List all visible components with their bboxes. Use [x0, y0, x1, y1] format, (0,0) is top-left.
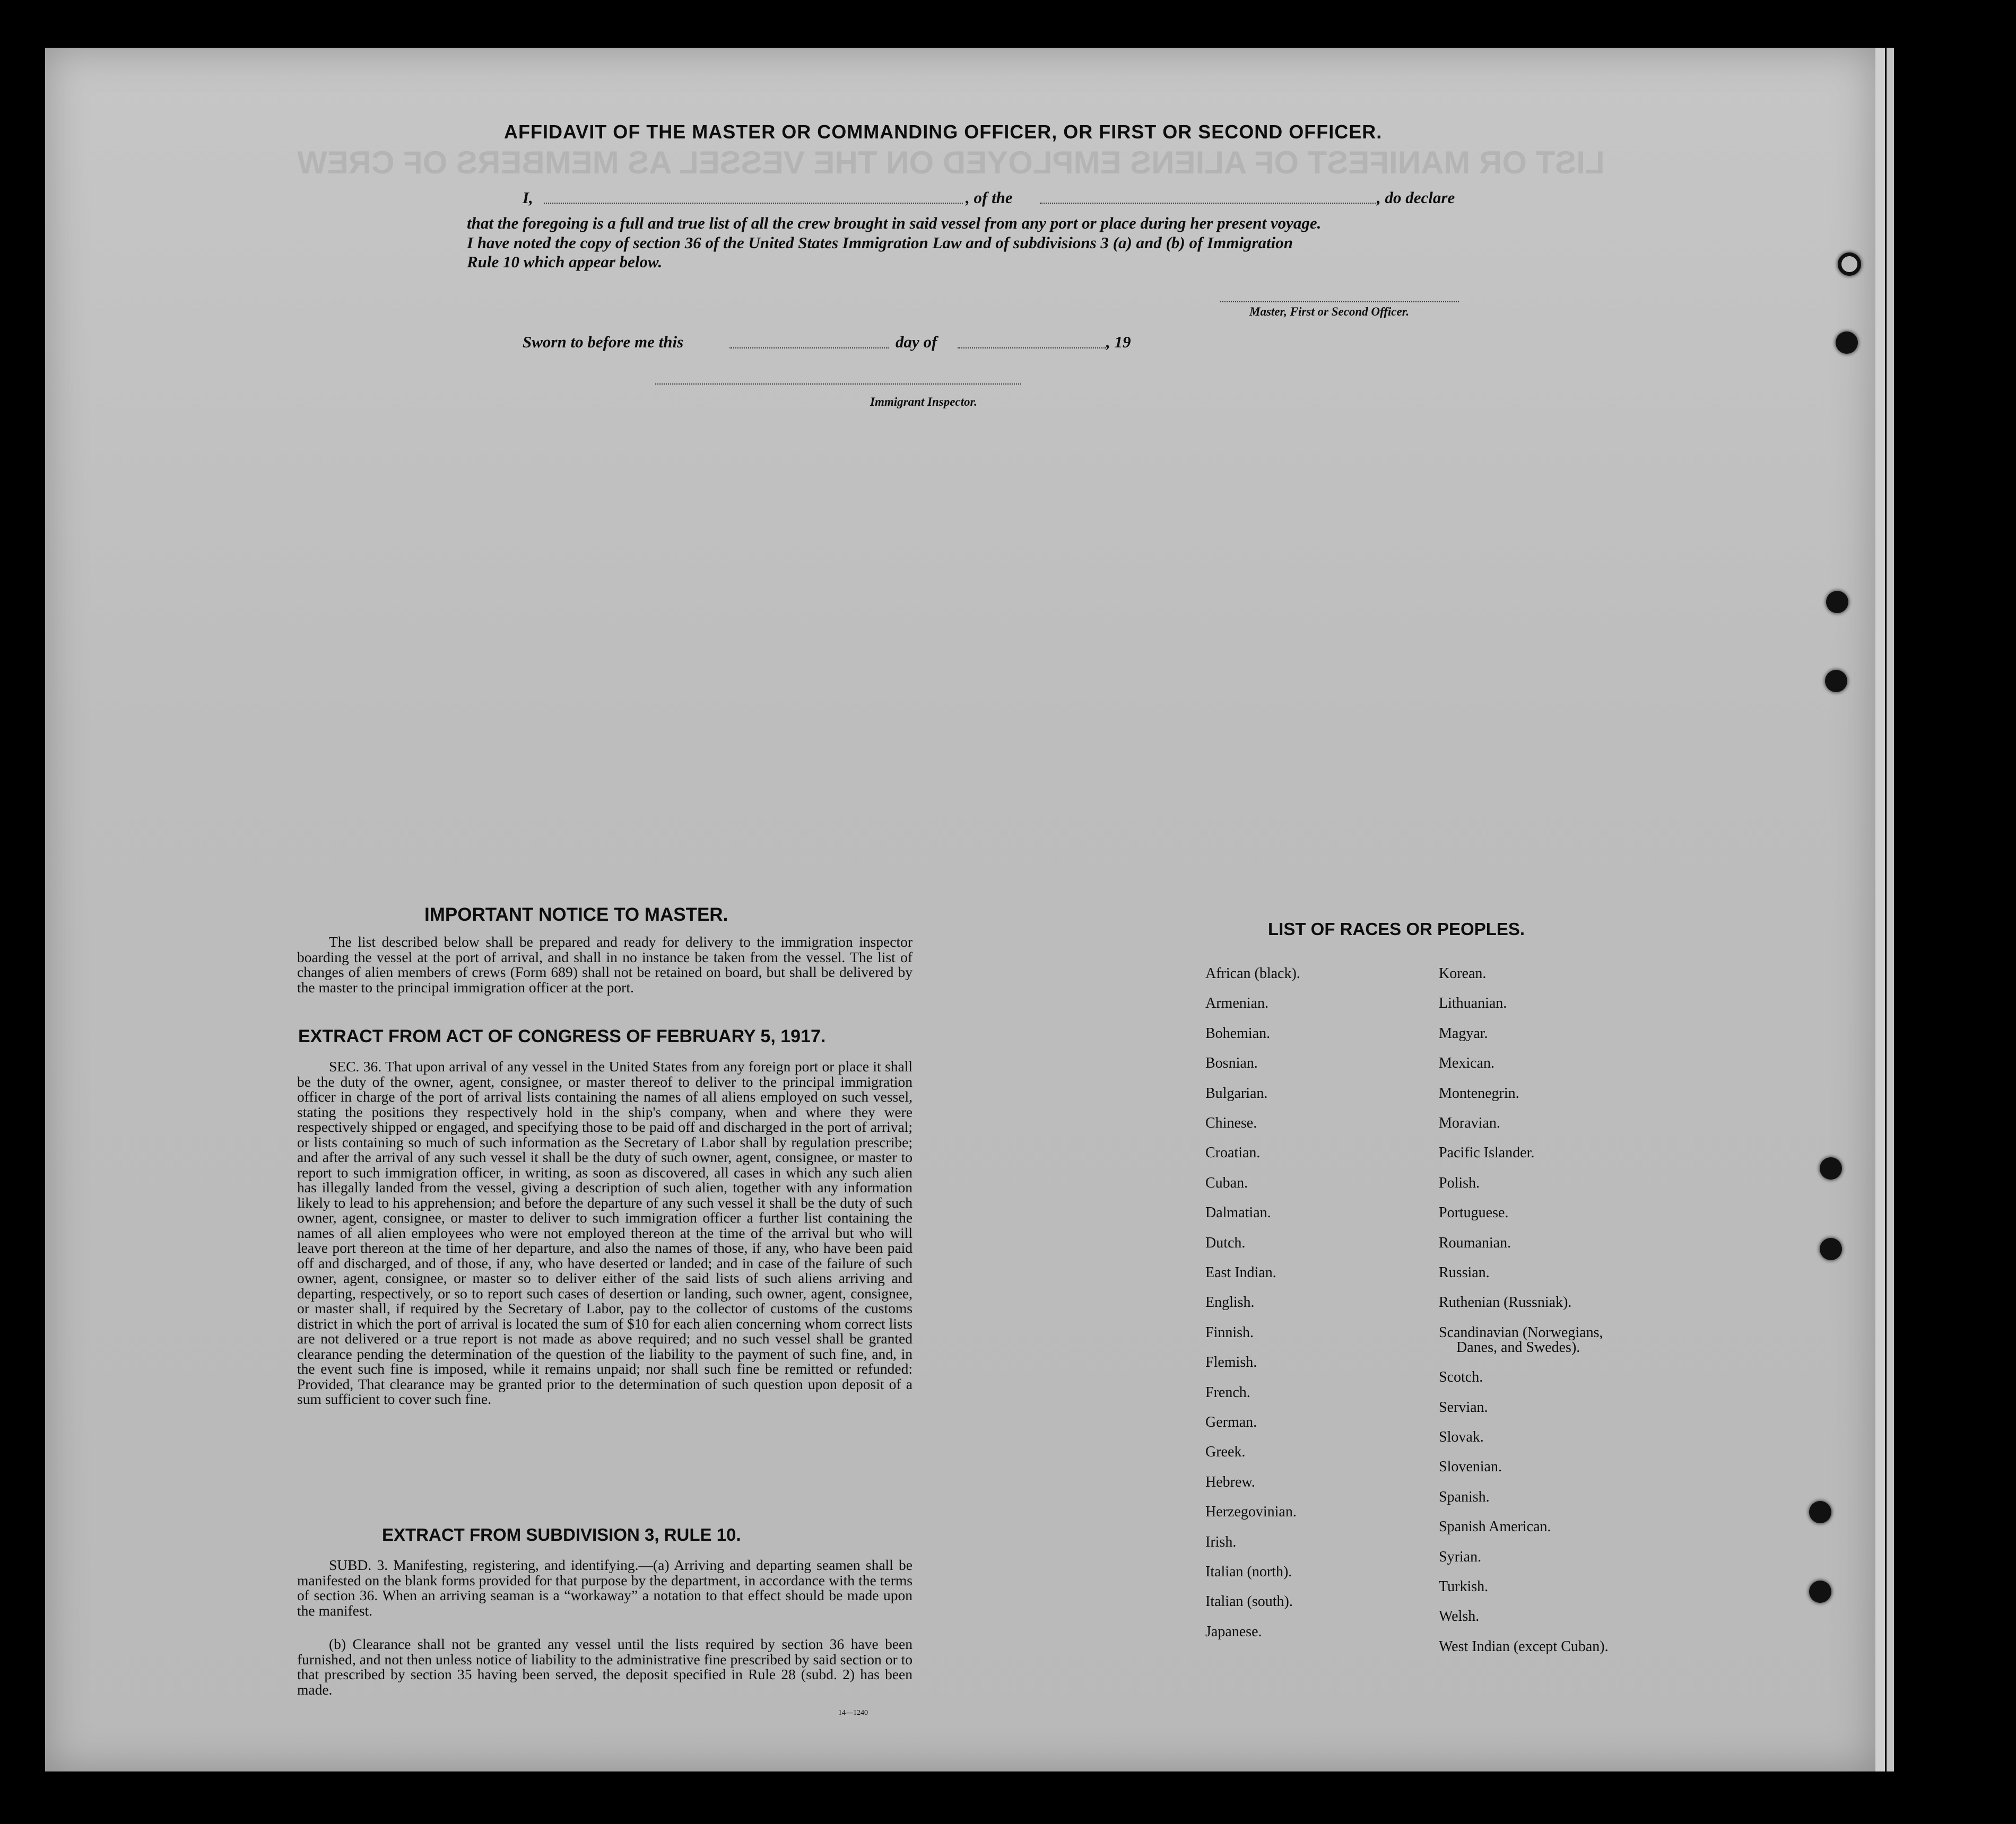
affidavit-declare: , do declare [1377, 188, 1455, 207]
form-code: 14—1240 [838, 1709, 868, 1717]
race-item: French. [1205, 1384, 1250, 1401]
race-item: Syrian. [1439, 1548, 1482, 1565]
punch-hole [1826, 591, 1848, 613]
races-title: LIST OF RACES OR PEOPLES. [1268, 919, 1525, 939]
race-item: Servian. [1439, 1399, 1488, 1416]
race-item: Cuban. [1205, 1174, 1248, 1191]
race-item: Moravian. [1439, 1115, 1500, 1131]
race-item: Montenegrin. [1439, 1085, 1519, 1102]
punch-hole [1836, 331, 1858, 354]
race-item: Dalmatian. [1205, 1205, 1271, 1221]
extract-act-title: EXTRACT FROM ACT OF CONGRESS OF FEBRUARY 5, 1917. [298, 1026, 826, 1046]
sworn-month-blank[interactable] [958, 347, 1106, 348]
name-blank[interactable] [544, 203, 963, 204]
race-item: Slovenian. [1439, 1459, 1502, 1476]
affidavit-i: I, [523, 188, 533, 207]
race-item: Magyar. [1439, 1025, 1488, 1042]
race-item: Portuguese. [1439, 1205, 1509, 1221]
affidavit-line-4: Rule 10 which appear below. [467, 252, 663, 271]
race-item: Pacific Islander. [1439, 1145, 1535, 1162]
affidavit-line-3: I have noted the copy of section 36 of the United States Immigration Law and of subdivisions 3 (a) and (b) of Immigration [467, 233, 1293, 252]
race-item: African (black). [1205, 965, 1300, 982]
race-item: Welsh. [1439, 1608, 1480, 1625]
document-page [45, 48, 1875, 1771]
race-item: Polish. [1439, 1174, 1480, 1191]
inspector-caption: Immigrant Inspector. [870, 395, 977, 408]
race-item: Flemish. [1205, 1354, 1257, 1371]
year-text: , 19 [1106, 333, 1131, 351]
race-item: Bulgarian. [1205, 1085, 1268, 1102]
notice-title: IMPORTANT NOTICE TO MASTER. [424, 904, 728, 925]
page-edge [1875, 48, 1885, 1771]
race-item: Greek. [1205, 1444, 1246, 1461]
race-item: West Indian (except Cuban). [1439, 1638, 1609, 1655]
race-item: Lithuanian. [1439, 995, 1507, 1012]
sworn-text: Sworn to before me this [523, 333, 684, 351]
race-item: Croatian. [1205, 1145, 1261, 1162]
race-item: Italian (south). [1205, 1593, 1293, 1610]
affidavit-title: AFFIDAVIT OF THE MASTER OR COMMANDING OFFICER, OR FIRST OR SECOND OFFICER. [504, 121, 1383, 143]
punch-hole [1809, 1581, 1831, 1603]
extract-act-text: SEC. 36. That upon arrival of any vessel in the United States from any foreign port or place it shall be the duty of the owner, agent, consignee, or master thereof to deliver to the principal immigration officer in charge of the port of arrival lists containing the names of all aliens employed on such vessel, stating the positions they respectively hold in the ship's company, when and where they were respectively shipped or engaged, and specifying those to be paid off and discharged in the port of arrival; or lists containing so much of such information as the Secretary of Labor shall by regulation prescribe; and after the arrival of any such vessel it shall be the duty of such owner, agent, consignee, or master to report to such immigration officer, in writing, as soon as discovered, all cases in which any such alien has illegally landed from the vessel, giving a description of such alien, together with any information likely to lead to his apprehension; and before the departure of any such vessel it shall be the duty of such owner, agent, consignee, or master to deliver to such immigration officer a further list containing the names of all alien employees who were not employed thereon at the time of the arrival but who will leave port thereon at the time of her departure, and also the names of those, if any, who have been paid off and discharged, and of those, if any, who have deserted or landed; and in case of the failure of such owner, agent, consignee, or master so to deliver either of the said lists of such aliens arriving and departing, respectively, or so to report such cases of desertion or landing, such owner, agent, consignee, or master shall, if required by the Secretary of Labor, pay to the collector of customs of the customs district in which the port of arrival is located the sum of $10 for each alien concerning whom correct lists are not delivered or a true report is not made as above required; and no such vessel shall be granted clearance pending the determination of the question of the liability to the payment of such fine, and, in the event such fine is imposed, while it remains unpaid; nor shall such fine be remitted or refunded: Provided, That clearance may be granted prior to the determination of such question upon deposit of a sum sufficient to cover such fine. [297, 1058, 913, 1407]
extract-rule-subd-b: (b) Clearance shall not be granted any vessel until the lists required by section 36 have been furnished, and not then unless notice of liability to the administrative fine prescribed by said section or to that prescribed by section 35 having been served, the deposit specified in Rule 28 (subd. 2) has been made. [297, 1636, 913, 1698]
race-item: Bohemian. [1205, 1025, 1271, 1042]
punch-hole [1809, 1501, 1831, 1523]
race-item: German. [1205, 1414, 1257, 1430]
race-item: Turkish. [1439, 1578, 1489, 1595]
race-item: Spanish. [1439, 1488, 1490, 1505]
race-item: Chinese. [1205, 1115, 1257, 1131]
inspector-signature-blank[interactable] [655, 383, 1021, 385]
race-item: East Indian. [1205, 1264, 1276, 1281]
punch-hole [1838, 252, 1861, 276]
page-edge [1887, 48, 1894, 1771]
race-item: Scandinavian (Norwegians, [1439, 1324, 1603, 1341]
race-item: Armenian. [1205, 995, 1268, 1012]
race-item: Mexican. [1439, 1055, 1494, 1072]
race-item: Roumanian. [1439, 1234, 1511, 1251]
punch-hole [1825, 670, 1847, 692]
bleed-through-text: LIST OR MANIFEST OF ALIENS EMPLOYED ON THE VESSEL AS MEMBERS OF CREW [297, 145, 1605, 180]
race-item: Finnish. [1205, 1324, 1254, 1341]
punch-hole [1820, 1157, 1842, 1180]
affidavit-of-the: , of the [966, 188, 1013, 207]
race-item: Irish. [1205, 1533, 1237, 1550]
notice-text: The list described below shall be prepared and ready for delivery to the immigration inspector boarding the vessel at the port of arrival, and shall in no instance be taken from the vessel. The list of changes of alien members of crews (Form 689) shall not be retained on board, but shall be delivered by the master to the principal immigration officer at the port. [297, 933, 913, 996]
race-item: Italian (north). [1205, 1564, 1292, 1580]
affidavit-line-2: that the foregoing is a full and true list of all the crew brought in said vessel from any port or place during her present voyage. [467, 214, 1322, 232]
vessel-blank[interactable] [1040, 203, 1379, 204]
extract-rule-subd-a: SUBD. 3. Manifesting, registering, and identifying.—(a) Arriving and departing seamen shall be manifested on the blank forms provided for that purpose by the department, in accordance with the terms of section 36. When an arriving seaman is a “workaway” a notation to that effect should be made upon the manifest. [297, 1557, 913, 1619]
sworn-day-blank[interactable] [729, 347, 889, 348]
race-item: Herzegovinian. [1205, 1504, 1297, 1521]
master-caption: Master, First or Second Officer. [1249, 305, 1410, 318]
race-item: Bosnian. [1205, 1055, 1258, 1072]
race-item: Japanese. [1205, 1623, 1262, 1640]
punch-hole [1820, 1238, 1842, 1260]
race-item: Russian. [1439, 1264, 1490, 1281]
race-item: Scotch. [1439, 1369, 1483, 1386]
race-item: Danes, and Swedes). [1456, 1339, 1580, 1356]
race-item: Dutch. [1205, 1234, 1246, 1251]
race-item: Spanish American. [1439, 1518, 1551, 1535]
race-item: Hebrew. [1205, 1473, 1255, 1490]
extract-rule-title: EXTRACT FROM SUBDIVISION 3, RULE 10. [382, 1525, 741, 1544]
race-item: English. [1205, 1294, 1255, 1311]
day-of-text: day of [896, 333, 937, 351]
master-signature-blank[interactable] [1220, 301, 1459, 302]
race-item: Slovak. [1439, 1429, 1484, 1445]
race-item: Korean. [1439, 965, 1487, 982]
race-item: Ruthenian (Russniak). [1439, 1294, 1572, 1311]
